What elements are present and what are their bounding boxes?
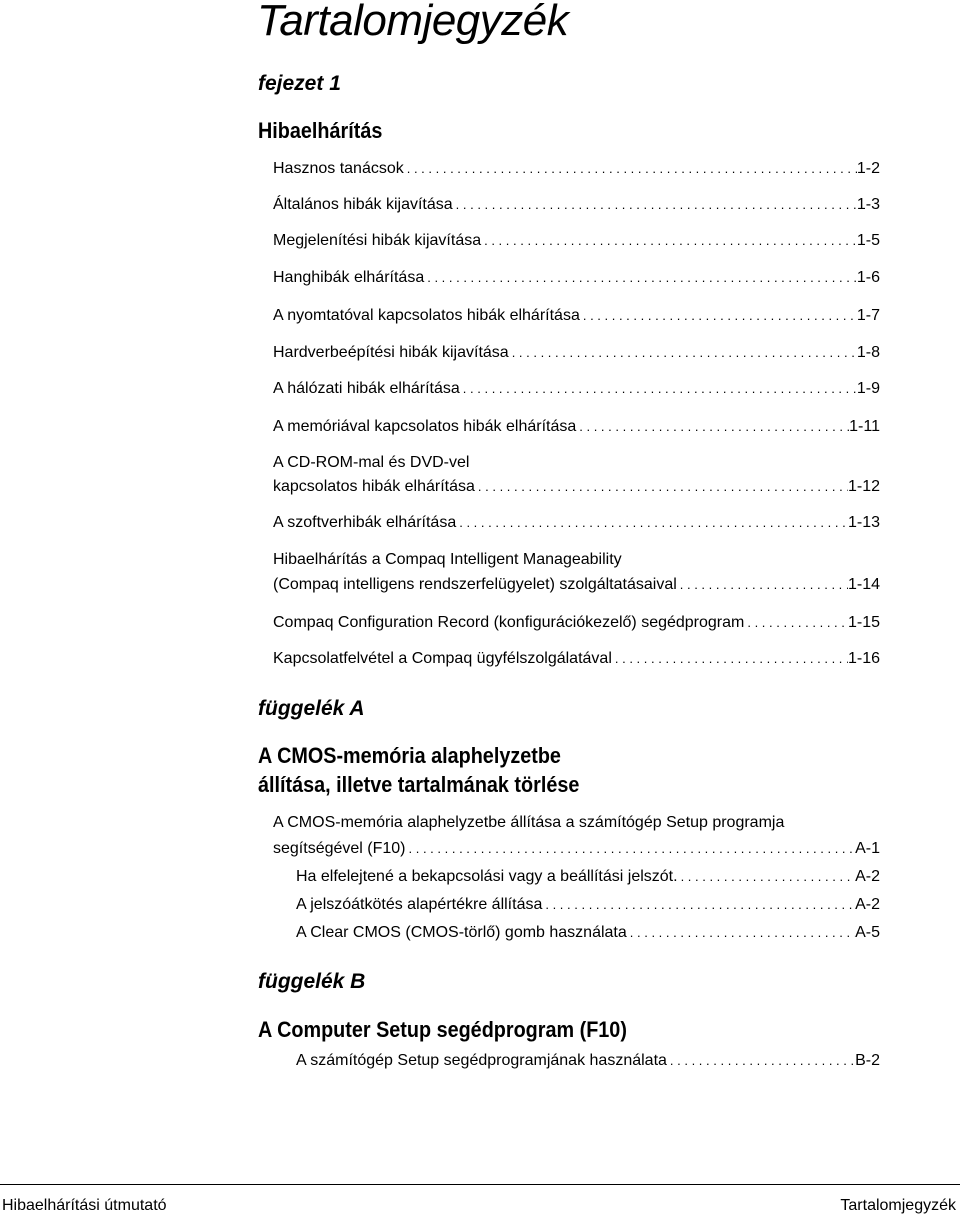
toc-page-number: 1-7 xyxy=(856,307,880,324)
toc-page-number: 1-2 xyxy=(856,160,880,177)
toc-entry-text: Ha elfelejtené a bekapcsolási vagy a beállítási jelszót. xyxy=(296,868,678,885)
toc-page-number: 1-6 xyxy=(856,269,880,286)
dot-leader xyxy=(460,378,857,400)
toc-entry-text-line1: Hibaelhárítás a Compaq Intelligent Manageability xyxy=(273,551,622,568)
toc-entry[interactable] xyxy=(273,342,880,364)
toc-entry-text: A hálózati hibák elhárítása xyxy=(273,380,460,397)
dot-leader xyxy=(453,194,857,216)
dot-leader xyxy=(542,894,855,916)
toc-entry-text: kapcsolatos hibák elhárítása xyxy=(273,478,475,495)
toc-subentry[interactable] xyxy=(296,894,880,916)
footer-section-name: Tartalomjegyzék xyxy=(840,1197,956,1214)
dot-leader xyxy=(678,866,856,888)
toc-entry-text: Kapcsolatfelvétel a Compaq ügyfélszolgálatával xyxy=(273,650,612,667)
toc-subentry[interactable] xyxy=(296,866,880,888)
toc-page-number: A-1 xyxy=(855,840,880,857)
toc-page-number: 1-15 xyxy=(847,614,880,631)
toc-entry[interactable] xyxy=(273,838,880,860)
dot-leader xyxy=(667,1050,855,1072)
toc-entry[interactable] xyxy=(273,158,880,180)
toc-entry-text: A Clear CMOS (CMOS-törlő) gomb használata xyxy=(296,924,627,941)
toc-entry-text-line1: A CMOS-memória alaphelyzetbe állítása a számítógép Setup programja xyxy=(273,814,785,831)
toc-entry-text: A memóriával kapcsolatos hibák elhárítása xyxy=(273,418,577,435)
toc-entry-text: A jelszóátkötés alapértékre állítása xyxy=(296,896,543,913)
toc-page-number: 1-11 xyxy=(849,418,880,435)
toc-entry-text: Compaq Configuration Record (konfigurációkezelő) segédprogram xyxy=(273,614,745,631)
dot-leader xyxy=(612,648,848,670)
dot-leader xyxy=(580,305,857,327)
toc-page-number: 1-3 xyxy=(856,196,880,213)
appendix-a-label: függelék A xyxy=(258,697,365,720)
dot-leader xyxy=(456,512,848,534)
toc-entry-text: A szoftverhibák elhárítása xyxy=(273,514,457,531)
dot-leader xyxy=(677,574,848,596)
toc-entry[interactable] xyxy=(273,416,880,438)
toc-entry[interactable] xyxy=(273,512,880,534)
toc-page-number: 1-9 xyxy=(856,380,880,397)
dot-leader xyxy=(404,158,857,180)
dot-leader xyxy=(475,476,848,498)
toc-page-number: 1-5 xyxy=(856,232,880,249)
toc-page-number: 1-14 xyxy=(847,576,880,593)
toc-page-number: B-2 xyxy=(855,1052,880,1069)
dot-leader xyxy=(424,267,857,289)
dot-leader xyxy=(744,612,848,634)
page-title: Tartalomjegyzék xyxy=(257,0,569,45)
toc-entry[interactable] xyxy=(273,305,880,327)
toc-entry-text: Általános hibák kijavítása xyxy=(273,196,453,213)
toc-entry[interactable] xyxy=(273,612,880,634)
chapter-label: fejezet 1 xyxy=(258,72,341,95)
toc-entry[interactable] xyxy=(273,476,880,498)
toc-entry-text: Hardverbeépítési hibák kijavítása xyxy=(273,344,509,361)
appendix-a-heading-line1: A CMOS-memória alaphelyzetbe xyxy=(258,743,561,768)
toc-entry-text: (Compaq intelligens rendszerfelügyelet) szolgáltatásaival xyxy=(273,576,677,593)
dot-leader xyxy=(509,342,857,364)
chapter-heading: Hibaelhárítás xyxy=(258,118,383,143)
dot-leader xyxy=(576,416,849,438)
toc-entry-text: Hasznos tanácsok xyxy=(273,160,404,177)
toc-entry[interactable] xyxy=(273,194,880,216)
dot-leader xyxy=(406,838,856,860)
toc-entry-text: Megjelenítési hibák kijavítása xyxy=(273,232,482,249)
toc-entry[interactable] xyxy=(273,574,880,596)
toc-page-number: 1-13 xyxy=(847,514,880,531)
toc-entry-text: segítségével (F10) xyxy=(273,840,406,857)
toc-page-number: A-5 xyxy=(855,924,880,941)
appendix-b-heading: A Computer Setup segédprogram (F10) xyxy=(258,1017,627,1042)
toc-entry-text: A nyomtatóval kapcsolatos hibák elhárítása xyxy=(273,307,580,324)
toc-subentry[interactable] xyxy=(296,1050,880,1072)
dot-leader xyxy=(627,922,855,944)
appendix-b-label: függelék B xyxy=(258,970,366,993)
toc-page-number: 1-12 xyxy=(847,478,880,495)
toc-entry-text: Hanghibák elhárítása xyxy=(273,269,425,286)
toc-entry[interactable] xyxy=(273,378,880,400)
dot-leader xyxy=(481,230,857,252)
toc-entry[interactable] xyxy=(273,267,880,289)
toc-page-number: 1-8 xyxy=(856,344,880,361)
footer-rule xyxy=(0,1184,960,1185)
toc-page-number: 1-16 xyxy=(847,650,880,667)
toc-entry-text: A számítógép Setup segédprogramjának használata xyxy=(296,1052,667,1069)
appendix-a-heading-line2: állítása, illetve tartalmának törlése xyxy=(258,772,580,797)
toc-entry[interactable] xyxy=(273,230,880,252)
footer-document-title: Hibaelhárítási útmutató xyxy=(2,1197,167,1214)
toc-entry[interactable] xyxy=(273,648,880,670)
toc-subentry[interactable] xyxy=(296,922,880,944)
toc-page-number: A-2 xyxy=(855,896,880,913)
toc-entry-text-line1: A CD-ROM-mal és DVD-vel xyxy=(273,454,470,471)
toc-page-number: A-2 xyxy=(855,868,880,885)
